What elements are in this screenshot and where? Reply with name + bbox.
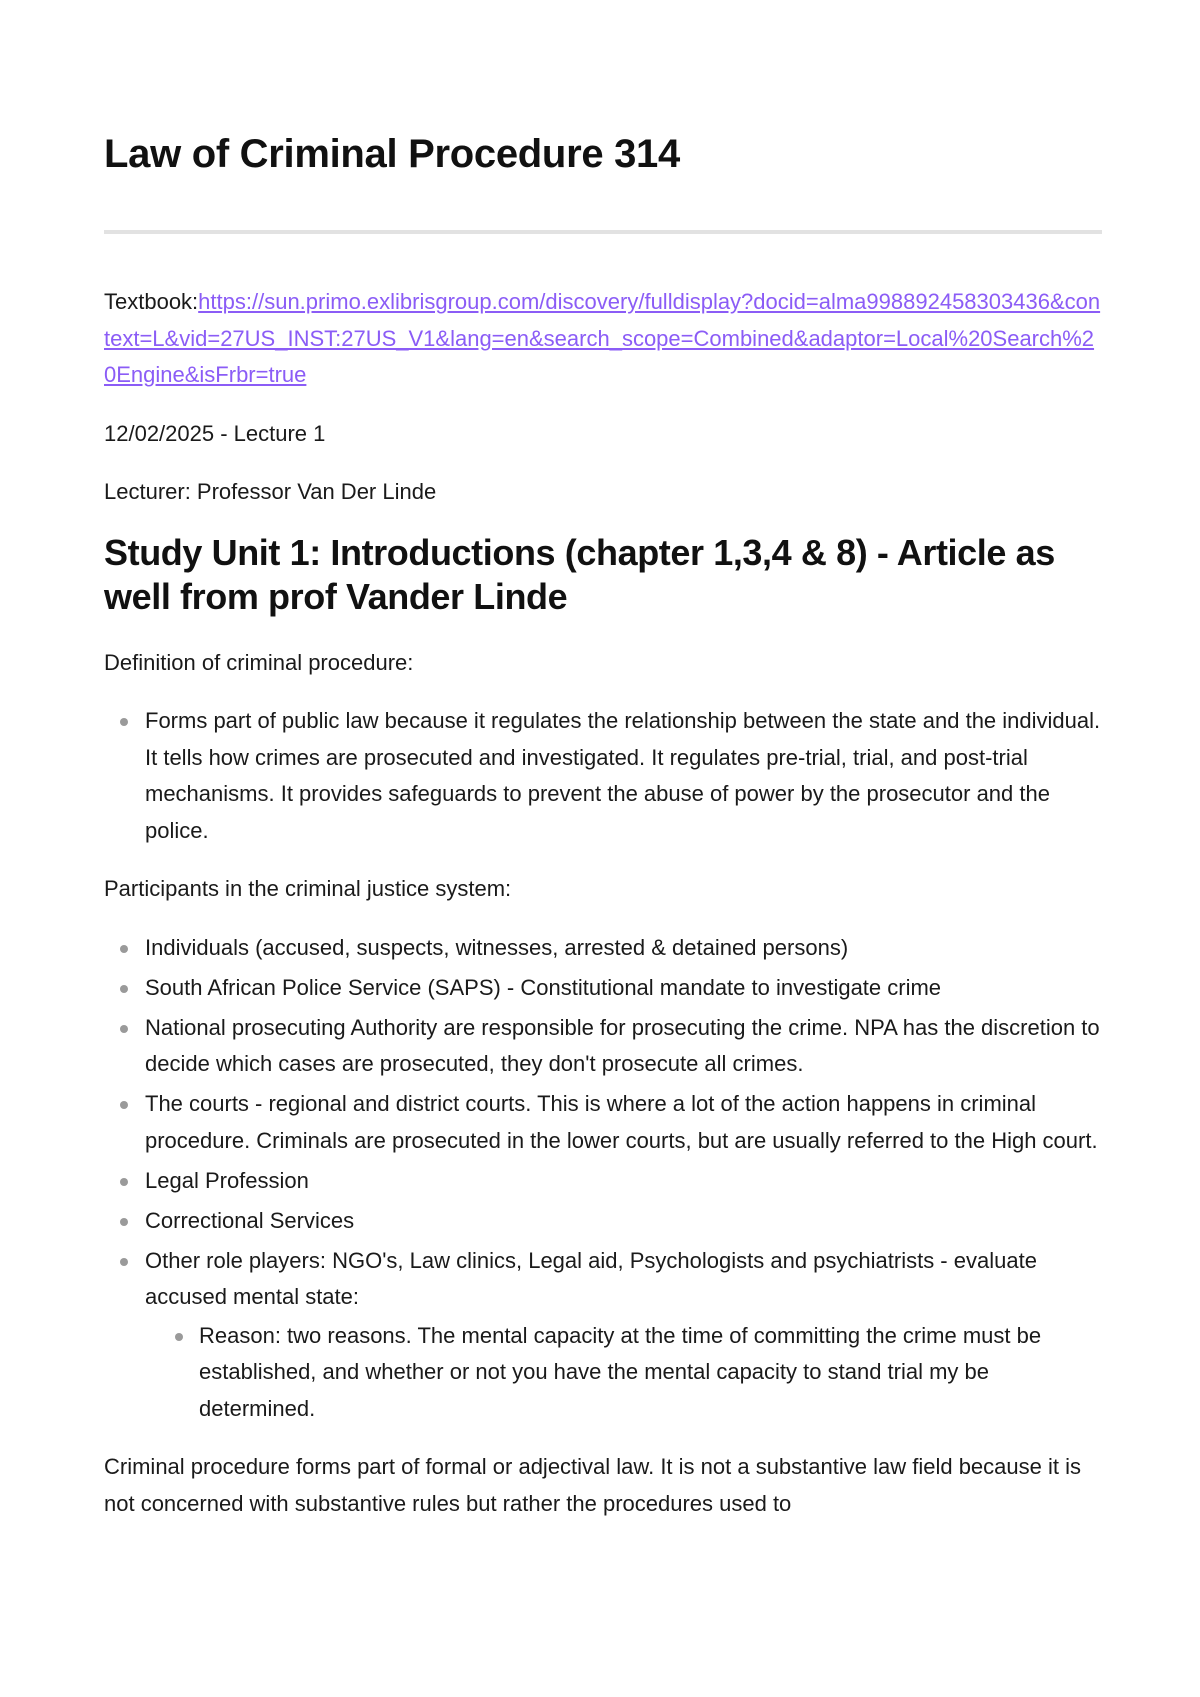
lecturer-line: Lecturer: Professor Van Der Linde <box>104 479 437 504</box>
bullet-icon <box>120 718 128 726</box>
bullet-icon <box>120 985 128 993</box>
definition-list <box>104 703 1102 849</box>
closing-paragraph: Criminal procedure forms part of formal or adjectival law. It is not a substantive law field because it is not concerned with substantive rules but rather the procedures used to <box>104 1454 1081 1516</box>
participants-label: Participants in the criminal justice system: <box>104 876 512 901</box>
document-title: Law of Criminal Procedure 314 <box>104 132 680 176</box>
bullet-icon <box>120 1101 128 1109</box>
list-item <box>104 1086 1102 1159</box>
study-unit-heading: Study Unit 1: Introductions (chapter 1,3,4 & 8) - Article as well from prof Vander Linde <box>104 531 1055 617</box>
list-item-text: Correctional Services <box>145 1207 355 1233</box>
list-item-text: Forms part of public law because it regulates the relationship between the state and the individual. It tells how crimes are prosecuted and investigated. It regulates pre-trial, trial, and post-trial mechanisms. It provides safeguards to prevent the abuse of power by the prosecutor and the police. <box>145 708 1101 843</box>
bullet-icon <box>175 1333 183 1341</box>
list-item <box>104 1203 1102 1240</box>
list-item-text: The courts - regional and district courts. This is where a lot of the action happens in criminal procedure. Criminals are prosecuted in the lower courts, but are usually referred to the High court. <box>145 1091 1098 1153</box>
list-item-text: National prosecuting Authority are responsible for prosecuting the crime. NPA has the discretion to decide which cases are prosecuted, they don't prosecute all crimes. <box>145 1014 1100 1076</box>
textbook-label: Textbook: <box>104 289 199 314</box>
list-item-text: Other role players: NGO's, Law clinics, Legal aid, Psychologists and psychiatrists - evaluate accused mental state: <box>145 1247 1037 1309</box>
textbook-link[interactable]: https://sun.primo.exlibrisgroup.com/discovery/fulldisplay?docid=alma998892458303436&context=L&vid=27US_INST:27US_V1&lang=en&search_scope=Combined&adaptor=Local%20Search%20Engine&isFrbr=true <box>104 289 1101 387</box>
bullet-icon <box>120 945 128 953</box>
bullet-icon <box>120 1218 128 1226</box>
list-item <box>104 1010 1102 1083</box>
bullet-icon <box>120 1258 128 1266</box>
list-item <box>104 970 1102 1007</box>
list-item-text: South African Police Service (SAPS) - Constitutional mandate to investigate crime <box>145 974 942 1000</box>
bullet-icon <box>120 1178 128 1186</box>
participants-list <box>104 930 1102 1428</box>
nested-list-item <box>145 1318 1102 1428</box>
list-item-text: Legal Profession <box>145 1167 309 1193</box>
list-item <box>104 703 1102 849</box>
lecture-date: 12/02/2025 - Lecture 1 <box>104 420 326 446</box>
textbook-line <box>104 284 1102 394</box>
title-divider <box>104 230 1102 234</box>
nested-list-item-text: Reason: two reasons. The mental capacity at the time of committing the crime must be established, and whether or not you have the mental capacity to stand trial my be determined. <box>199 1322 1042 1421</box>
list-item <box>104 930 1102 967</box>
nested-list <box>145 1318 1102 1428</box>
definition-label: Definition of criminal procedure: <box>104 649 414 675</box>
bullet-icon <box>120 1025 128 1033</box>
list-item-text: Individuals (accused, suspects, witnesses, arrested & detained persons) <box>145 934 849 960</box>
list-item <box>104 1243 1102 1428</box>
list-item <box>104 1163 1102 1200</box>
